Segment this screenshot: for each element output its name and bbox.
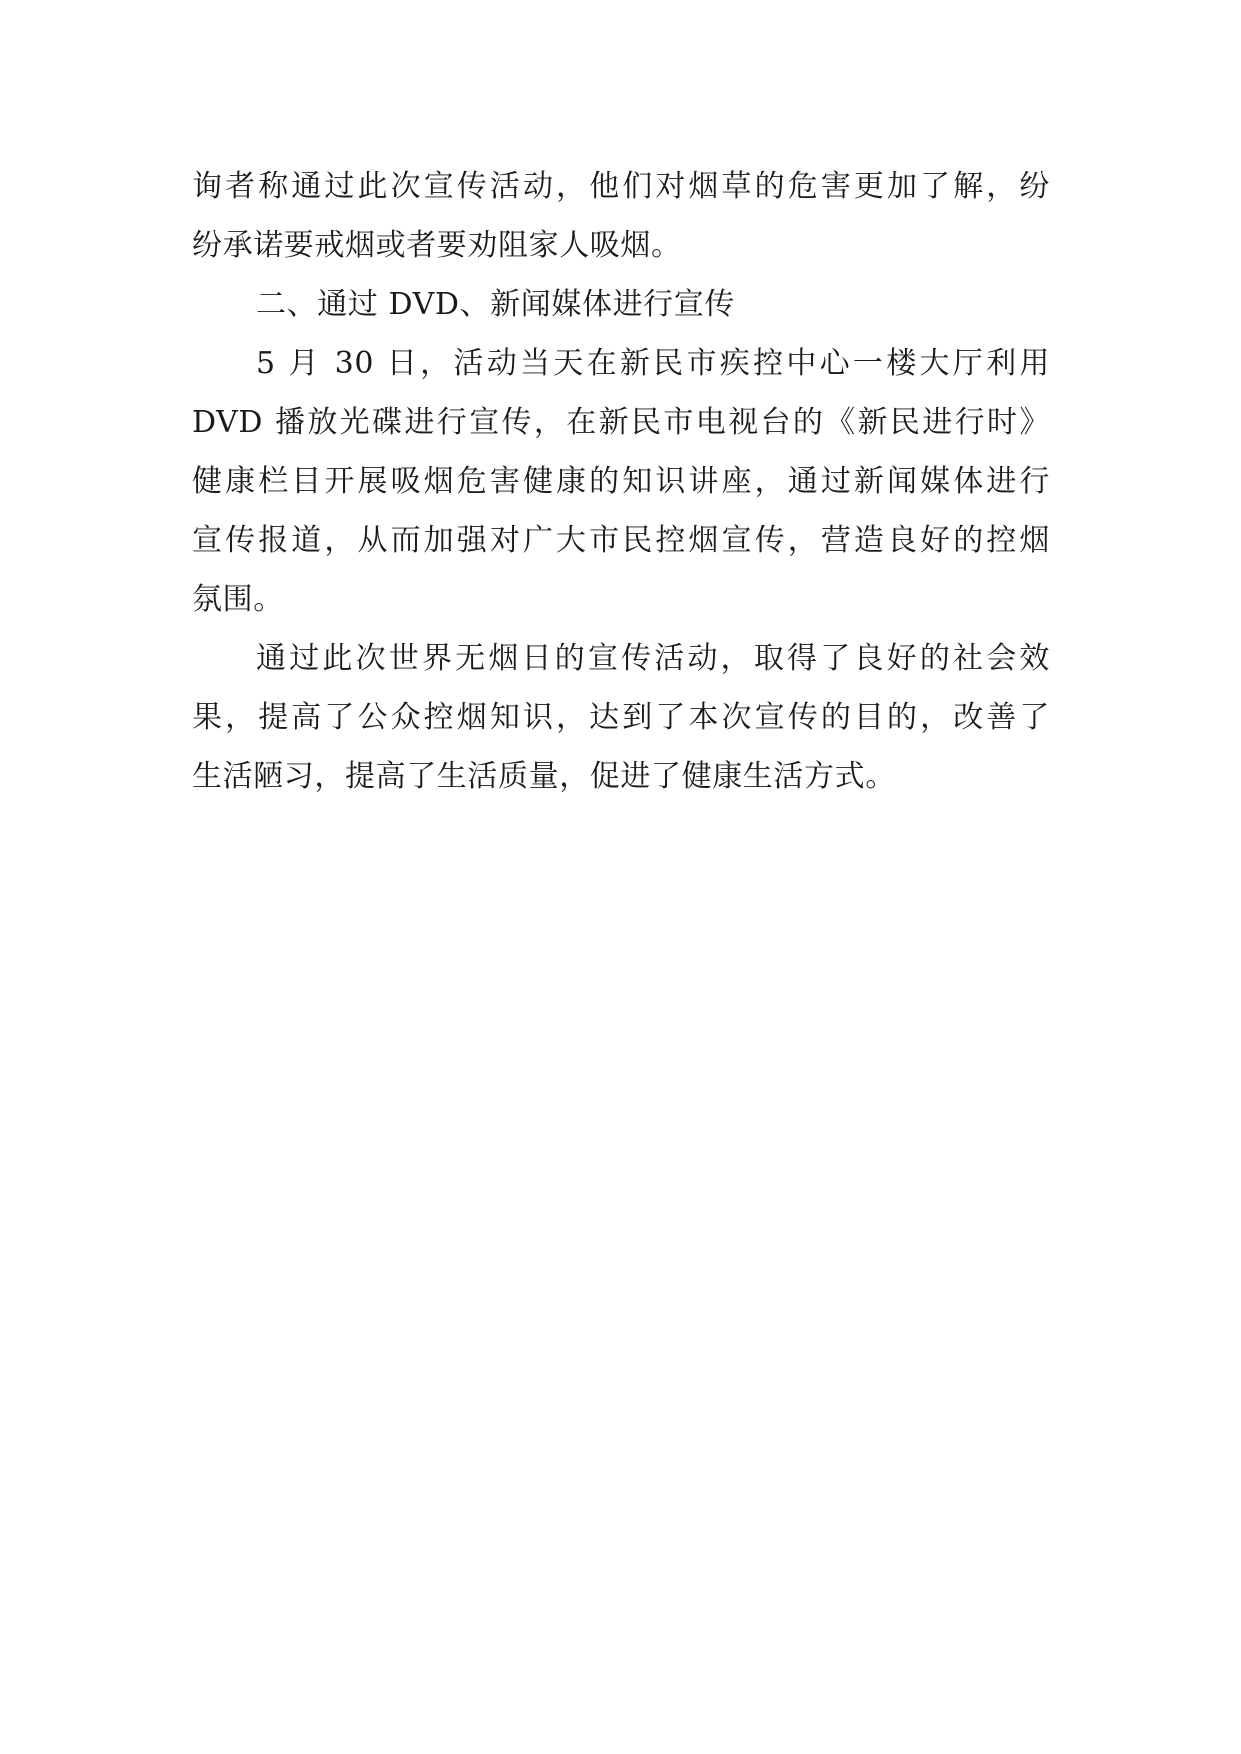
text-line: 氛围。	[192, 582, 284, 617]
text-line: 纷承诺要戒烟或者要劝阻家人吸烟。	[192, 228, 682, 263]
text-line: 宣传报道，从而加强对广大市民控烟宣传，营造良好的控烟	[192, 523, 1050, 558]
text-line: 生活陋习，提高了生活质量，促进了健康生活方式。	[192, 759, 896, 794]
text-line: 健康栏目开展吸烟危害健康的知识讲座，通过新闻媒体进行	[192, 464, 1050, 499]
section-heading: 二、通过 DVD、新闻媒体进行宣传	[256, 287, 735, 322]
body-text	[192, 157, 1050, 806]
text-line: 询者称通过此次宣传活动，他们对烟草的危害更加了解，纷	[192, 169, 1050, 204]
text-line: DVD 播放光碟进行宣传，在新民市电视台的《新民进行时》	[192, 405, 1050, 440]
text-line: 5 月 30 日，活动当天在新民市疾控中心一楼大厅利用	[256, 346, 1050, 381]
text-line: 通过此次世界无烟日的宣传活动，取得了良好的社会效	[256, 641, 1050, 676]
text-line: 果，提高了公众控烟知识，达到了本次宣传的目的，改善了	[192, 700, 1050, 735]
